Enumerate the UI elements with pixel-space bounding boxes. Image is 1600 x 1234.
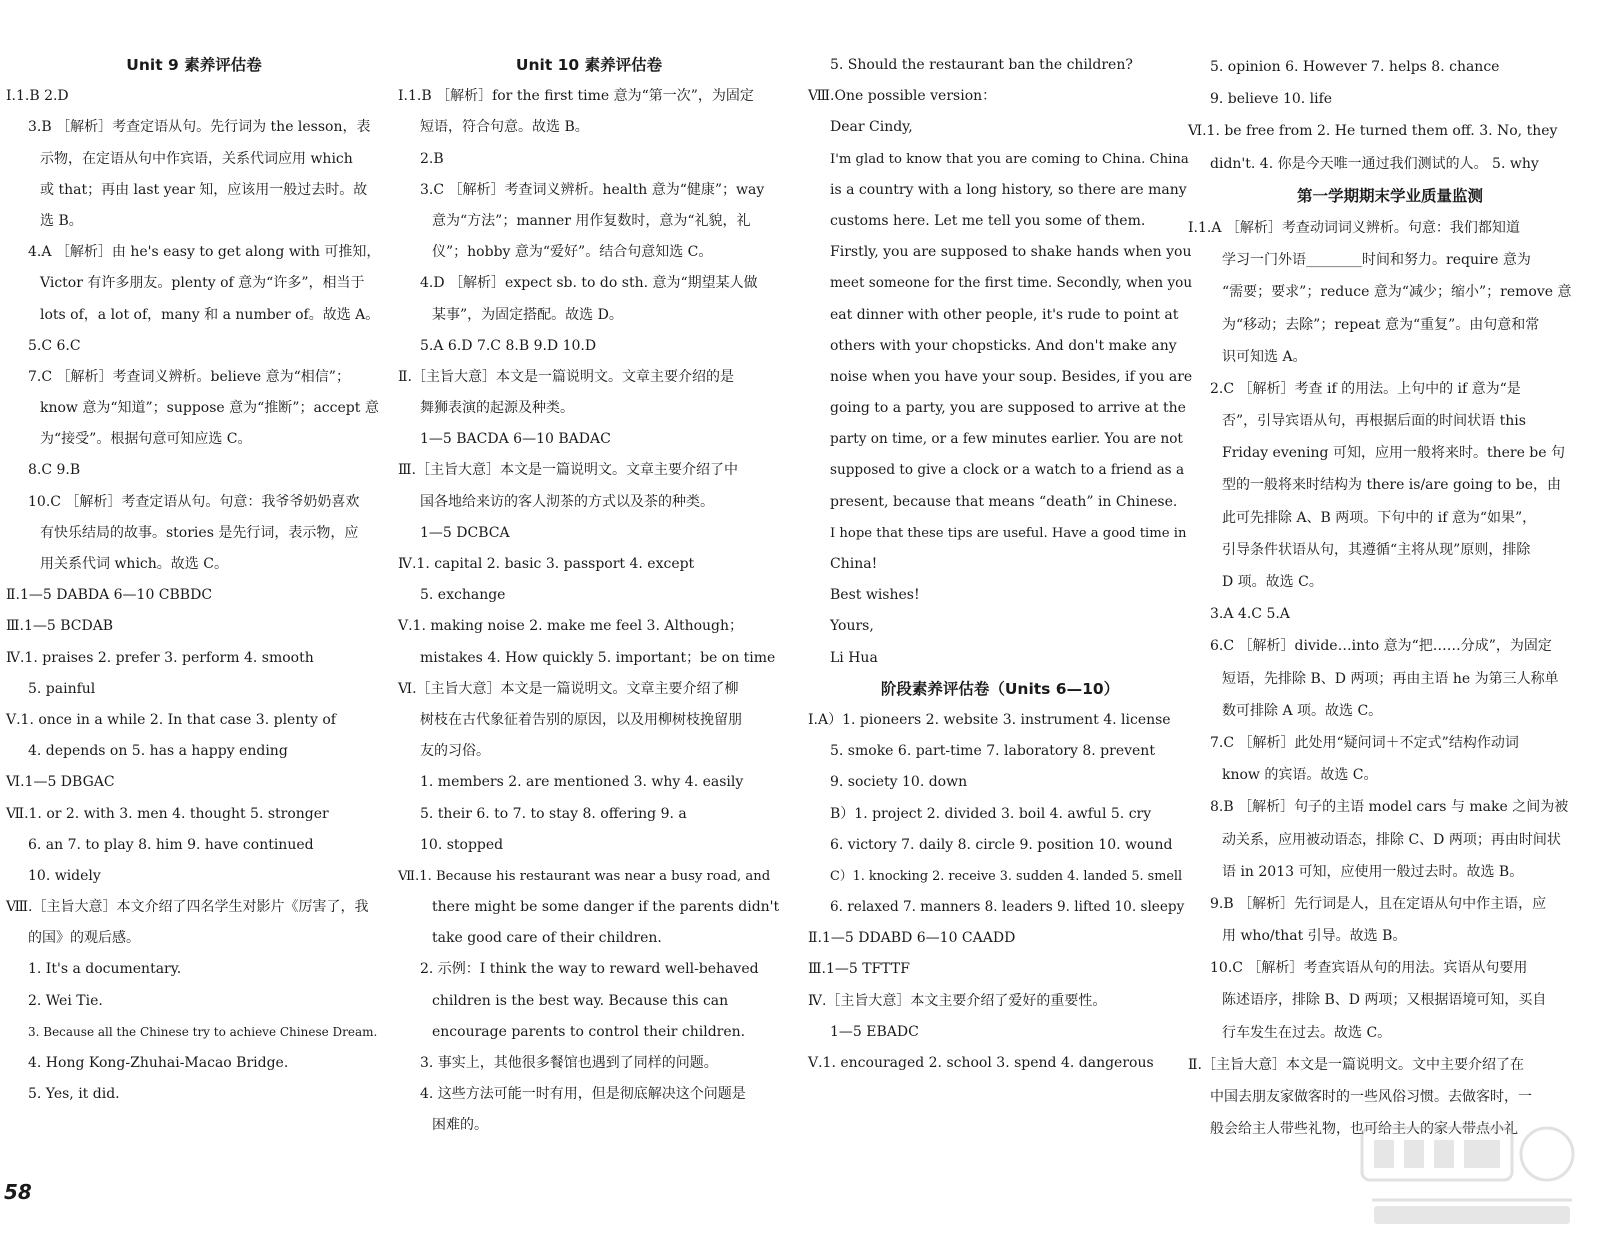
answer-line: 1—5 DCBCA <box>420 524 510 541</box>
answer-line: 3. 事实上，其他很多餐馆也遇到了同样的问题。 <box>420 1055 718 1071</box>
answer-line: 示物，在定语从句中作宾语，关系代词应用 which <box>40 150 353 167</box>
answer-line: 3.C ［解析］考查词义辨析。health 意为“健康”；way <box>420 181 765 198</box>
answer-line: Ⅰ.A）1. pioneers 2. website 3. instrument 4. license <box>808 711 1171 728</box>
answer-line: Ⅳ.1. capital 2. basic 3. passport 4. except <box>398 556 695 572</box>
answer-line: Ⅱ.1—5 DABDA 6—10 CBBDC <box>6 587 213 604</box>
answer-line: Ⅳ.［主旨大意］本文主要介绍了爱好的重要性。 <box>808 992 1107 1009</box>
answer-line: 3. Because all the Chinese try to achieve Chinese Dream. <box>28 1024 378 1039</box>
answer-line: Ⅲ.1—5 BCDAB <box>6 618 114 635</box>
answer-line: 4. Hong Kong-Zhuhai-Macao Bridge. <box>28 1055 289 1071</box>
answer-column-4 <box>1188 52 1592 1146</box>
answer-line: know 的宾语。故选 C。 <box>1222 767 1378 784</box>
answer-line: Ⅷ.［主旨大意］本文介绍了四名学生对影片《厉害了，我 <box>6 899 369 916</box>
answer-line: 10. stopped <box>420 836 504 853</box>
answer-line: 短语，符合句意。故选 B。 <box>420 119 589 136</box>
answer-line: 5.A 6.D 7.C 8.B 9.D 10.D <box>420 337 597 354</box>
answer-line: Firstly, you are supposed to shake hands when you <box>830 244 1192 261</box>
answer-line: 行车发生在过去。故选 C。 <box>1222 1024 1392 1041</box>
answer-line: Ⅴ.1. encouraged 2. school 3. spend 4. dangerous <box>808 1055 1154 1071</box>
answer-line: 的国》的观后感。 <box>28 930 140 947</box>
answer-line: 10.C ［解析］考查定语从句。句意：我爷爷奶奶喜欢 <box>28 493 360 510</box>
watermark-logo <box>1352 1120 1592 1230</box>
answer-line: 舞狮表演的起源及种类。 <box>420 400 574 417</box>
answer-line: 5. painful <box>28 680 96 697</box>
answer-line: 识可知选 A。 <box>1222 348 1307 365</box>
answer-line: Ⅱ.［主旨大意］本文是一篇说明文。文中主要介绍了在 <box>1188 1056 1524 1073</box>
answer-line: Ⅵ.1. be free from 2. He turned them off. 3. No, they <box>1188 123 1558 140</box>
answer-line: there might be some danger if the parents didn't <box>432 899 780 916</box>
answer-line: 5. Yes, it did. <box>28 1086 120 1103</box>
answer-column-3 <box>808 50 1192 1079</box>
answer-line: 数可排除 A 项。故选 C。 <box>1222 702 1383 719</box>
answer-line: know 意为“知道”；suppose 意为“推断”；accept 意 <box>40 400 379 417</box>
answer-line: Ⅶ.1. Because his restaurant was near a busy road, and <box>398 868 771 884</box>
answer-line: 动关系，应用被动语态，排除 C、D 两项；再由时间状 <box>1222 831 1561 848</box>
answer-line: Ⅲ.［主旨大意］本文是一篇说明文。文章主要介绍了中 <box>398 462 738 479</box>
answer-line: 为“移动；去除”；repeat 意为“重复”。由句意和常 <box>1222 316 1540 333</box>
answer-line: 5. exchange <box>420 587 506 604</box>
answer-line: 困难的。 <box>432 1117 488 1134</box>
page-number: 58 <box>4 1180 32 1204</box>
answer-line: 2. Wei Tie. <box>28 992 103 1009</box>
answer-line: 有快乐结局的故事。stories 是先行词，表示物，应 <box>40 524 359 541</box>
answer-line: 4.D ［解析］expect sb. to do sth. 意为“期望某人做 <box>420 275 758 292</box>
answer-line: Ⅴ.1. making noise 2. make me feel 3. Although； <box>398 618 744 635</box>
answer-line: Ⅵ.［主旨大意］本文是一篇说明文。文章主要介绍了柳 <box>398 680 739 697</box>
answer-line: “需要；要求”；reduce 意为“减少；缩小”；remove 意 <box>1222 284 1572 301</box>
answer-line: 10.C ［解析］考查宾语从句的用法。宾语从句要用 <box>1210 960 1528 977</box>
answer-line: 8.C 9.B <box>28 462 81 479</box>
answer-line: Ⅶ.1. or 2. with 3. men 4. thought 5. stronger <box>6 805 329 822</box>
answer-line: present, because that means “death” in Chinese. <box>830 493 1178 510</box>
answer-line: 为“接受”。根据句意可知应选 C。 <box>40 431 252 448</box>
answer-line: 3.A 4.C 5.A <box>1210 606 1290 623</box>
answer-line: 9. society 10. down <box>830 774 968 791</box>
answer-line: 2.B <box>420 150 444 167</box>
answer-line: 1. It's a documentary. <box>28 961 182 978</box>
answer-line: I'm glad to know that you are coming to China. China <box>830 151 1189 167</box>
answer-line: 5. Should the restaurant ban the children? <box>830 57 1133 73</box>
answer-line: Dear Cindy, <box>830 119 913 136</box>
answer-line: take good care of their children. <box>432 930 662 947</box>
answer-line: 此可先排除 A、B 两项。下句中的 if 意为“如果”， <box>1222 509 1537 526</box>
answer-line: 短语，先排除 B、D 两项；再由主语 he 为第三人称单 <box>1222 670 1559 687</box>
answer-line: children is the best way. Because this can <box>432 992 729 1009</box>
answer-line: customs here. Let me tell you some of them. <box>830 212 1146 229</box>
section-heading: Unit 9 素养评估卷 <box>126 56 262 74</box>
answer-line: 引导条件状语从句，其遵循“主将从现”原则，排除 <box>1222 541 1531 558</box>
answer-line: lots of，a lot of，many 和 a number of。故选 A。 <box>40 306 380 323</box>
answer-line: 6.C ［解析］divide…into 意为“把……分成”，为固定 <box>1210 638 1552 655</box>
answer-line: 5.C 6.C <box>28 337 81 354</box>
answer-line: Ⅰ.1.B 2.D <box>6 88 69 105</box>
answer-line: 1. members 2. are mentioned 3. why 4. easily <box>420 774 744 791</box>
answer-line: 学习一门外语________时间和努力。require 意为 <box>1222 252 1531 269</box>
answer-line: didn't. 4. 你是今天唯一通过我们测试的人。 5. why <box>1210 155 1539 172</box>
answer-line: 1—5 BACDA 6—10 BADAC <box>420 431 611 448</box>
answer-line: 型的一般将来时结构为 there is/are going to be，由 <box>1222 477 1562 494</box>
answer-line: Li Hua <box>830 649 878 666</box>
answer-line: 否”，引导宾语从句，再根据后面的时间状语 this <box>1222 413 1526 430</box>
answer-line: Ⅰ.1.A ［解析］考查动词词义辨析。句意：我们都知道 <box>1188 219 1520 236</box>
answer-line: Ⅷ.One possible version： <box>808 88 997 105</box>
answer-line: 仪”；hobby 意为“爱好”。结合句意知选 C。 <box>432 244 713 261</box>
answer-line: 9.B ［解析］先行词是人，且在定语从句中作主语，应 <box>1210 895 1547 912</box>
answer-line: is a country with a long history, so there are many <box>830 181 1187 198</box>
answer-line: Yours, <box>830 618 874 635</box>
answer-line: going to a party, you are supposed to arrive at the <box>830 400 1186 417</box>
answer-line: I hope that these tips are useful. Have a good time in <box>830 525 1187 541</box>
answer-line: 或 that；再由 last year 知，应该用一般过去时。故 <box>40 181 368 198</box>
answer-line: 4. depends on 5. has a happy ending <box>28 743 288 760</box>
answer-line: Ⅴ.1. once in a while 2. In that case 3. plenty of <box>6 711 336 728</box>
answer-line: China! <box>830 556 878 572</box>
answer-line: eat dinner with other people, it's rude to point at <box>830 306 1179 323</box>
answer-line: Best wishes! <box>830 587 920 604</box>
answer-line: 6. relaxed 7. manners 8. leaders 9. lifted 10. sleepy <box>830 899 1185 916</box>
answer-line: 4.A ［解析］由 he's easy to get along with 可推知， <box>28 244 381 261</box>
answer-line: 国各地给来访的客人沏茶的方式以及茶的种类。 <box>420 493 714 510</box>
answer-line: Ⅵ.1—5 DBGAC <box>6 774 115 791</box>
answer-line: meet someone for the first time. Secondly, when you <box>830 275 1193 292</box>
answer-line: 2. 示例：I think the way to reward well-behaved <box>420 961 759 978</box>
answer-line: 中国去朋友家做客时的一些风俗习惯。去做客时，一 <box>1210 1089 1532 1105</box>
answer-line: 5. opinion 6. However 7. helps 8. chance <box>1210 59 1500 75</box>
answer-line: Friday evening 可知，应用一般将来时。there be 句 <box>1222 445 1566 462</box>
answer-line: encourage parents to control their children. <box>432 1023 746 1040</box>
answer-line: 用 who/that 引导。故选 B。 <box>1222 928 1407 945</box>
answer-line: 7.C ［解析］此处用“疑问词＋不定式”结构作动词 <box>1210 734 1519 751</box>
answer-line: 5. their 6. to 7. to stay 8. offering 9. a <box>420 805 687 822</box>
answer-line: 1—5 EBADC <box>830 1023 919 1040</box>
answer-line: 6. an 7. to play 8. him 9. have continued <box>28 836 314 853</box>
section-heading: 阶段素养评估卷（Units 6—10） <box>880 679 1120 698</box>
answer-line: Ⅱ.1—5 DDABD 6—10 CAADD <box>808 930 1016 947</box>
answer-line: Ⅲ.1—5 TFTTF <box>808 961 910 978</box>
answer-line: 选 B。 <box>40 212 83 229</box>
answer-line: D 项。故选 C。 <box>1222 574 1323 590</box>
answer-line: 般会给主人带些礼物，也可给主人的家人带点小礼 <box>1210 1121 1518 1138</box>
answer-line: C）1. knocking 2. receive 3. sudden 4. landed 5. smell <box>830 868 1183 884</box>
answer-line: 用关系代词 which。故选 C。 <box>40 556 228 572</box>
answer-line: 意为“方法”；manner 用作复数时，意为“礼貌，礼 <box>432 212 751 229</box>
answer-column-1 <box>6 50 382 1110</box>
answer-line: 2.C ［解析］考查 if 的用法。上句中的 if 意为“是 <box>1210 380 1521 397</box>
answer-line: 友的习俗。 <box>420 743 490 760</box>
answer-line: mistakes 4. How quickly 5. important；be on time <box>420 649 776 666</box>
answer-line: 10. widely <box>28 867 101 884</box>
answer-line: Victor 有许多朋友。plenty of 意为“许多”，相当于 <box>40 275 365 292</box>
answer-line: 树枝在古代象征着告别的原因，以及用柳树枝挽留朋 <box>420 711 742 728</box>
answer-line: 陈述语序，排除 B、D 两项；又根据语境可知，买自 <box>1222 992 1547 1009</box>
answer-line: 9. believe 10. life <box>1210 91 1333 108</box>
answer-column-2 <box>398 50 780 1142</box>
answer-line: Ⅰ.1.B ［解析］for the first time 意为“第一次”，为固定 <box>398 88 754 105</box>
section-heading: 第一学期期末学业质量监测 <box>1296 186 1483 205</box>
answer-line: Ⅱ.［主旨大意］本文是一篇说明文。文章主要介绍的是 <box>398 368 734 385</box>
answer-line: 4. 这些方法可能一时有用，但是彻底解决这个问题是 <box>420 1086 746 1103</box>
answer-line: 5. smoke 6. part-time 7. laboratory 8. prevent <box>830 743 1155 760</box>
answer-line: party on time, or a few minutes earlier. You are not <box>830 431 1183 448</box>
answer-line: B）1. project 2. divided 3. boil 4. awful 5. cry <box>830 805 1152 822</box>
answer-line: supposed to give a clock or a watch to a friend as a <box>830 462 1185 479</box>
answer-line: 6. victory 7. daily 8. circle 9. position 10. wound <box>830 836 1173 853</box>
answer-line: others with your chopsticks. And don't make any <box>830 337 1177 354</box>
answer-line: 7.C ［解析］考查词义辨析。believe 意为“相信”； <box>28 368 350 385</box>
answer-line: 3.B ［解析］考查定语从句。先行词为 the lesson，表 <box>28 119 371 136</box>
section-heading: Unit 10 素养评估卷 <box>515 56 663 74</box>
answer-line: 8.B ［解析］句子的主语 model cars 与 make 之间为被 <box>1210 799 1569 816</box>
answer-line: 某事”，为固定搭配。故选 D。 <box>432 306 623 323</box>
answer-line: 语 in 2013 可知，应使用一般过去时。故选 B。 <box>1222 863 1524 880</box>
answer-line: noise when you have your soup. Besides, if you are <box>830 368 1193 385</box>
answer-line: Ⅳ.1. praises 2. prefer 3. perform 4. smooth <box>6 649 314 666</box>
